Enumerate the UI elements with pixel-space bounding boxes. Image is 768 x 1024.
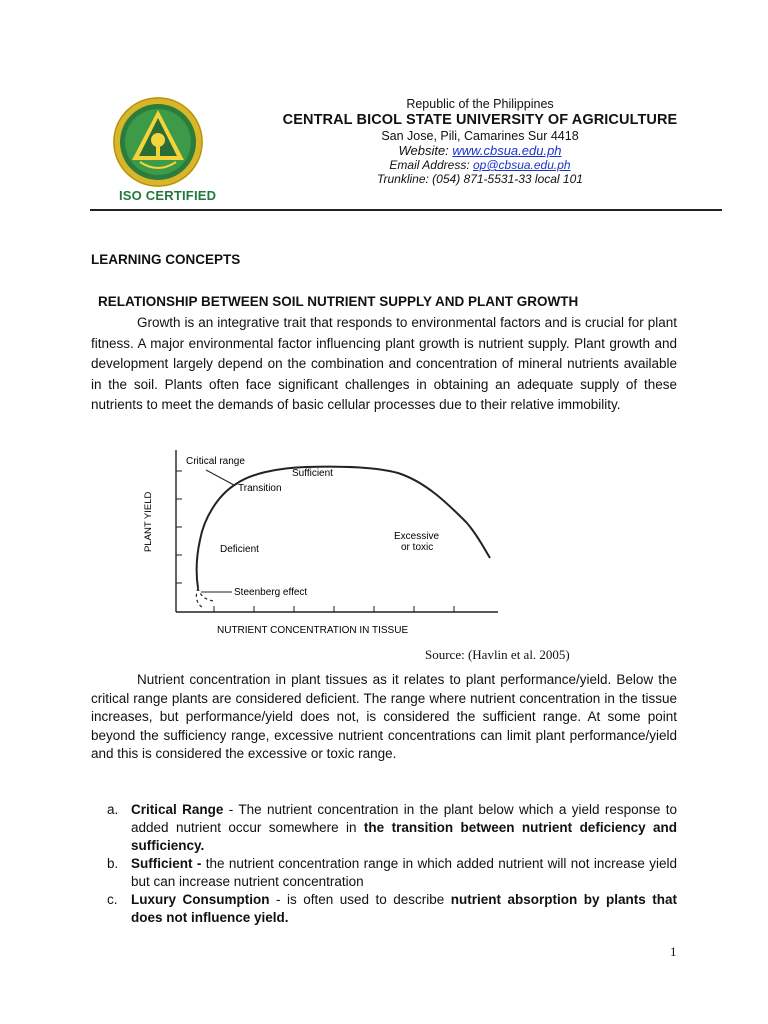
x-axis-label: NUTRIENT CONCENTRATION IN TISSUE — [217, 625, 409, 636]
list-marker: c. — [107, 892, 118, 907]
email-label: Email Address: — [389, 158, 473, 172]
definition-text: - is often used to describe — [269, 892, 451, 907]
university-address-block — [256, 96, 704, 186]
definition-text: - The nutrient concentration in the plant below which a yield response to added nutrient occur somewhere in — [131, 802, 677, 835]
yield-concentration-figure — [136, 440, 596, 665]
list-item — [91, 801, 677, 855]
location-line: San Jose, Pili, Camarines Sur 4418 — [381, 129, 579, 143]
page-number: 1 — [670, 944, 677, 959]
list-marker: b. — [107, 856, 119, 871]
intro-paragraph-text: Growth is an integrative trait that responds to environmental factors and is crucial for plant fitness. A major environmental factor influencing plant growth is nutrient supply. Plant growth and development largely depend on the combination and concentration of mineral nutrients available in the soil. Plants often face significant challenges in obtaining an adequate supply of these nutrients to meet the demands of basic cellular processes due to their relative immobility. — [91, 315, 677, 413]
steenberg-dip — [198, 588, 214, 601]
email-link[interactable]: op@cbsua.edu.ph — [473, 158, 571, 172]
critical-range-pointer — [206, 470, 234, 485]
definition-term: Critical Range — [131, 802, 224, 817]
trunkline-line: Trunkline: (054) 871-5531-33 local 101 — [377, 172, 583, 186]
definition-emphasis: nutrient absorption by plants that does not influence yield. — [131, 892, 677, 925]
intro-paragraph — [91, 313, 677, 416]
toxic-label: or toxic — [401, 542, 434, 553]
sufficient-label: Sufficient — [292, 468, 333, 479]
explanation-paragraph-text: Nutrient concentration in plant tissues as it relates to plant performance/yield. Below the critical range plants are considered deficient. The range where nutrient concentration in the tissue increases, but performance/yield does not, is considered the sufficient range. At some point beyond the sufficiency range, excessive nutrient concentrations can limit plant performance/yield and this is considered the excessive or toxic range. — [91, 672, 677, 762]
topic-title: RELATIONSHIP BETWEEN SOIL NUTRIENT SUPPLY AND PLANT GROWTH — [98, 294, 579, 309]
explanation-paragraph — [91, 671, 677, 764]
definition-term: Sufficient - — [131, 856, 202, 871]
iso-certified-label: ISO CERTIFIED — [119, 188, 217, 203]
x-ticks — [214, 606, 454, 612]
y-axis-label: PLANT YIELD — [143, 491, 154, 552]
section-title: LEARNING CONCEPTS — [91, 252, 241, 267]
website-link[interactable]: www.cbsua.edu.ph — [452, 143, 562, 158]
email-line — [256, 158, 704, 172]
y-ticks — [176, 471, 182, 583]
website-line — [256, 143, 704, 158]
definition-term: Luxury Consumption — [131, 892, 270, 907]
definition-list — [91, 801, 677, 927]
definition-emphasis: the transition between nutrient deficiency and sufficiency. — [131, 820, 678, 853]
website-label: Website: — [398, 143, 453, 158]
cbsua-seal-logo-icon — [112, 96, 204, 188]
deficient-label: Deficient — [220, 544, 259, 555]
excessive-label: Excessive — [394, 531, 440, 542]
country-line: Republic of the Philippines — [406, 97, 554, 111]
letterhead — [0, 0, 768, 215]
list-item — [91, 891, 677, 927]
figure-source: Source: (Havlin et al. 2005) — [425, 647, 570, 662]
steenberg-label: Steenberg effect — [234, 587, 308, 598]
critical-range-label: Critical range — [186, 456, 245, 467]
university-name: CENTRAL BICOL STATE UNIVERSITY OF AGRICULTURE — [282, 112, 678, 128]
steenberg-dip-lower — [196, 588, 204, 608]
transition-label: Transition — [238, 483, 282, 494]
header-divider — [90, 209, 722, 211]
list-marker: a. — [107, 802, 119, 817]
list-item — [91, 855, 677, 891]
definition-text: the nutrient concentration range in which added nutrient will not increase yield but can increase nutrient concentration — [131, 856, 678, 889]
